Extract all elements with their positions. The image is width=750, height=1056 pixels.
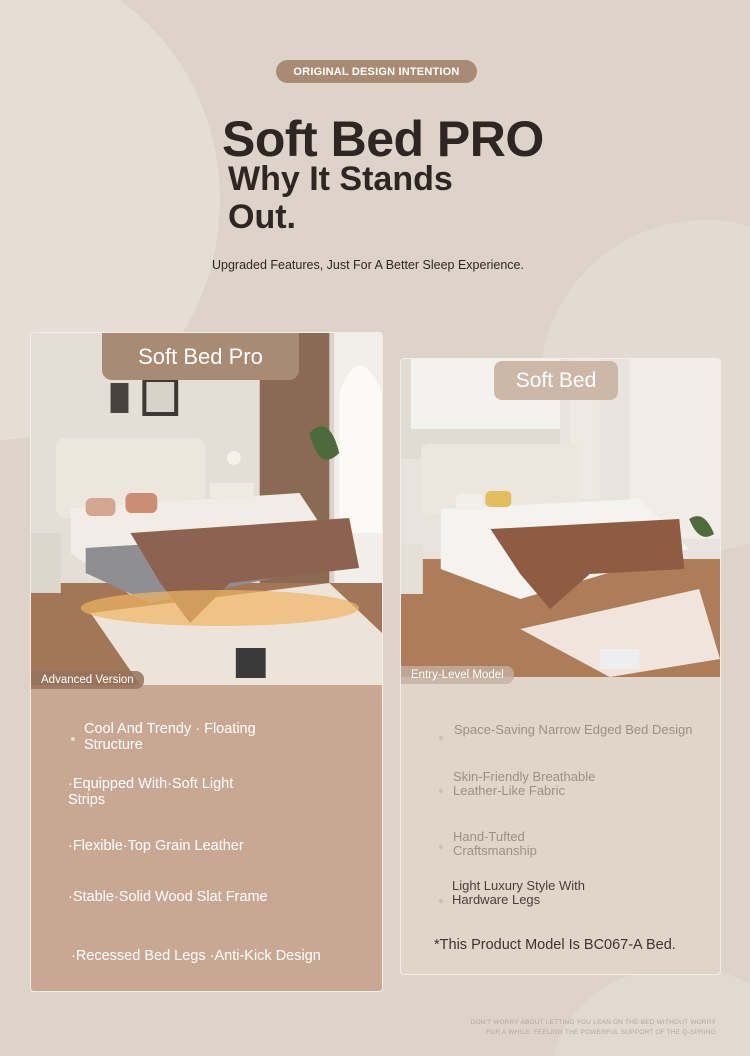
soft-bed-photo	[401, 359, 720, 677]
feature-item: Cool And Trendy · Floating Structure	[84, 721, 256, 753]
soft-bed-card	[400, 358, 721, 975]
product-model-note: *This Product Model Is BC067-A Bed.	[434, 937, 676, 953]
feature-item: Hand-Tufted Craftsmanship	[453, 829, 537, 858]
footer-line: DON'T WORRY ABOUT LETTING YOU LEAN ON THE BED WITHOUT WORRY	[470, 1019, 716, 1026]
soft-bed-pro-photo	[31, 333, 382, 685]
soft-bed-pro-card	[30, 332, 383, 992]
advanced-version-tag: Advanced Version	[31, 671, 144, 689]
background-circle	[550, 966, 750, 1056]
footer-line: FOR A WHILE. FEELING THE POWERFUL SUPPORT OF THE Q-SPRING	[486, 1029, 716, 1036]
footer-text	[471, 1018, 716, 1038]
feature-item: ·Stable·Solid Wood Slat Frame	[68, 889, 268, 905]
design-intention-badge: ORIGINAL DESIGN INTENTION	[276, 60, 477, 83]
feature-item: Light Luxury Style With Hardware Legs	[452, 878, 585, 907]
feature-item: Space-Saving Narrow Edged Bed Design	[454, 722, 693, 737]
soft-bed-title: Soft Bed	[494, 361, 618, 400]
bullet-icon	[71, 737, 75, 741]
bullet-icon	[439, 845, 443, 849]
entry-level-tag: Entry-Level Model	[401, 666, 514, 684]
headline-title: Soft Bed PRO	[222, 111, 544, 167]
feature-item: ·Flexible·Top Grain Leather	[68, 838, 244, 854]
bullet-icon	[439, 736, 443, 740]
feature-item: ·Recessed Bed Legs ·Anti-Kick Design	[71, 948, 321, 964]
feature-item: ·Equipped With·Soft Light Strips	[68, 776, 234, 808]
soft-bed-pro-title: Soft Bed Pro	[102, 333, 299, 380]
headline-subtitle: Why It Stands Out.	[228, 160, 453, 236]
feature-item: Skin-Friendly Breathable Leather-Like Fabric	[453, 769, 596, 798]
bullet-icon	[439, 899, 443, 903]
bullet-icon	[439, 789, 443, 793]
tagline: Upgraded Features, Just For A Better Sleep Experience.	[212, 258, 524, 272]
